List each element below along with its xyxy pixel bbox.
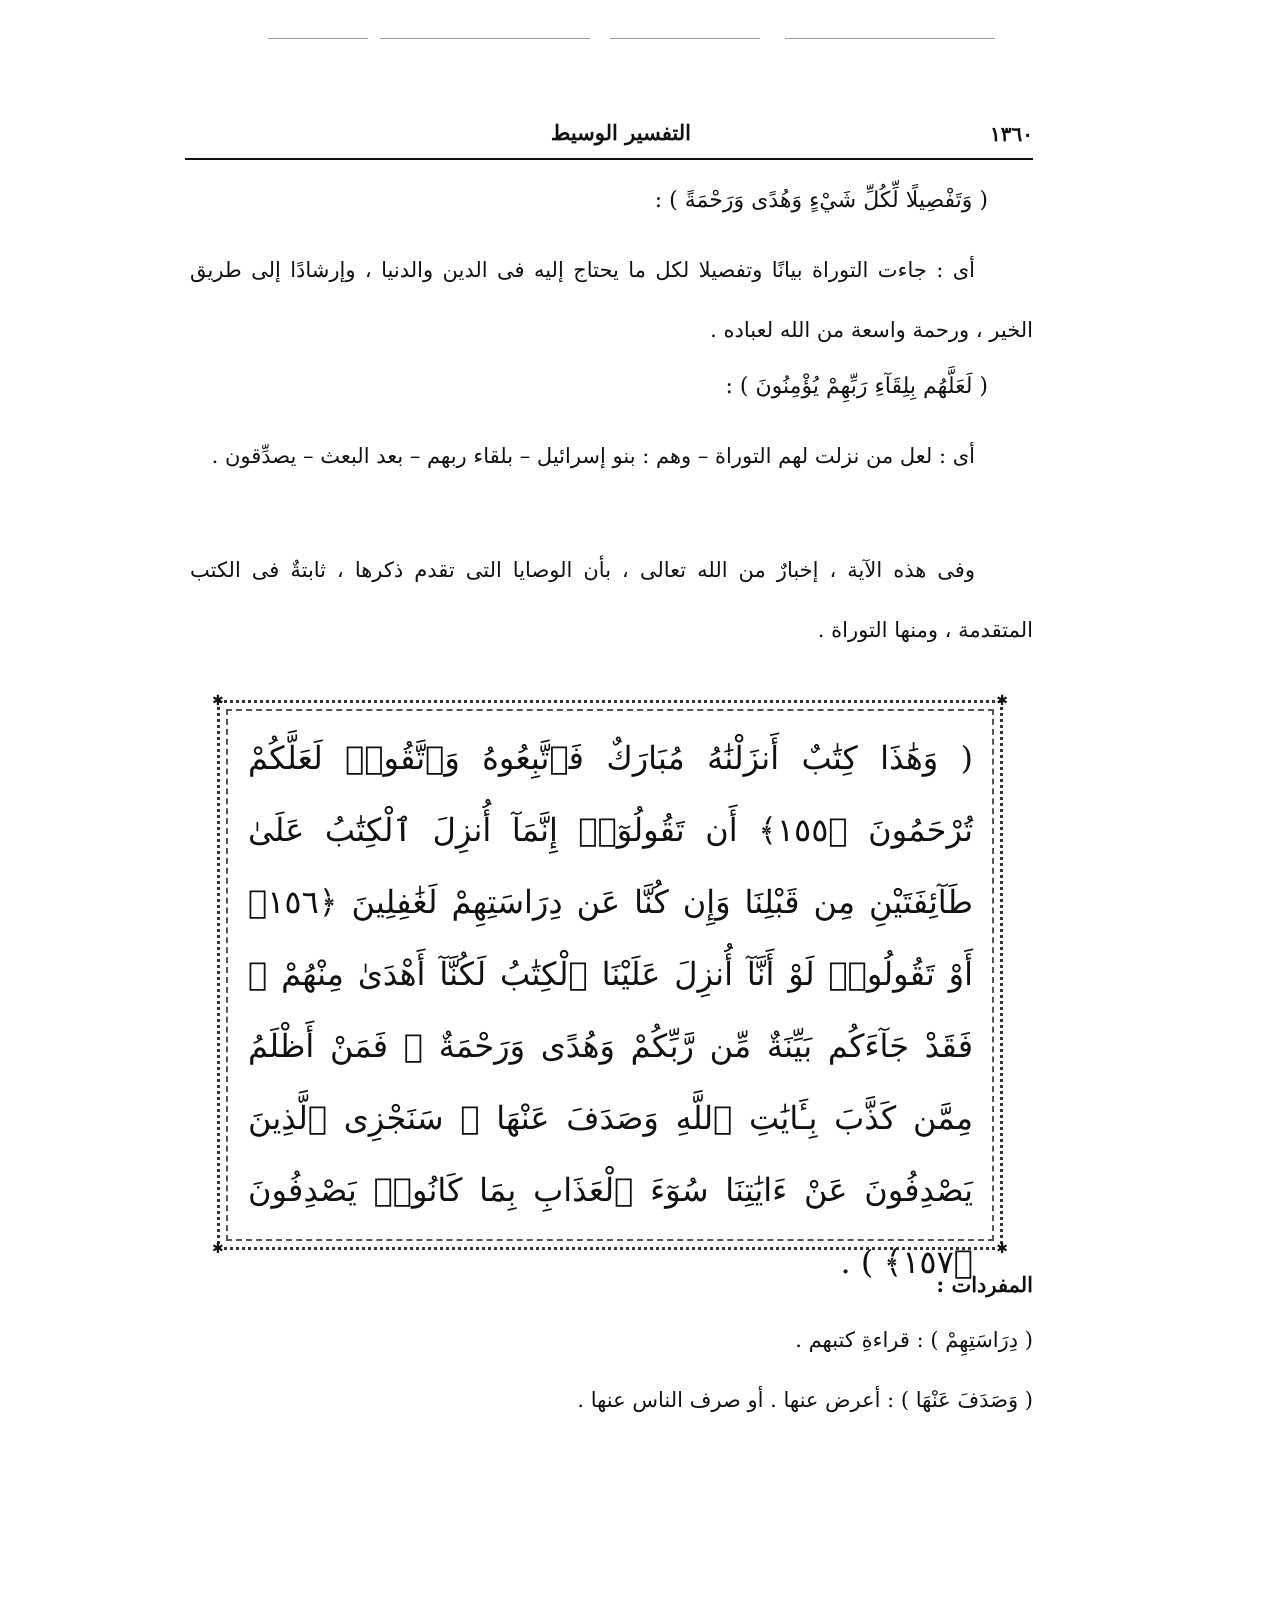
vocabulary-title: المفردات : xyxy=(936,1272,1033,1297)
corner-star-icon: ✱ xyxy=(996,693,1008,709)
corner-star-icon: ✱ xyxy=(212,693,224,709)
commentary-text xyxy=(190,0,1033,680)
commentary-paragraph: أى : لعل من نزلت لهم التوراة – وهم : بنو إسرائيل – بلقاء ربهم – بعد البعث – يصدِّقون . xyxy=(211,444,975,468)
corner-star-icon: ✱ xyxy=(212,1241,224,1257)
corner-star-icon: ✱ xyxy=(996,1241,1008,1257)
book-title: التفسير الوسيط xyxy=(550,120,691,145)
commentary-paragraph: أى : جاءت التوراة بيانًا وتفصيلا لكل ما يحتاج إليه فى الدين والدنيا ، وإرشادًا إلى طريق الخير ، ورحمة واسعة من الله لعباده . xyxy=(190,258,1033,342)
vocabulary-entry: ( دِرَاسَتِهِمْ ) : قراءةِ كتبهم . xyxy=(795,1328,1033,1352)
page-number: ١٣٦٠ xyxy=(990,122,1033,146)
quran-passage: ( وَهَٰذَا كِتَٰبٌ أَنزَلْنَٰهُ مُبَارَكٌ فَٱتَّبِعُوهُ وَٱتَّقُوا۟ لَعَلَّكُمْ تُرْحَمُونَ ﴿١٥٥﴾ أَن تَقُولُوٓا۟ إِنَّمَآ أُنزِلَ ٱلْكِتَٰبُ عَلَىٰ طَآئِفَتَيْنِ مِن قَبْلِنَا وَإِن كُنَّا عَن دِرَاسَتِهِمْ لَغَٰفِلِينَ ﴿١٥٦﴾ أَوْ تَقُولُوا۟ لَوْ أَنَّآ أُنزِلَ عَلَيْنَا ٱلْكِتَٰبُ لَكُنَّآ أَهْدَىٰ مِنْهُمْ ۚ فَقَدْ جَآءَكُم بَيِّنَةٌ مِّن رَّبِّكُمْ وَهُدًى وَرَحْمَةٌ ۚ فَمَنْ أَظْلَمُ مِمَّن كَذَّبَ بِـَٔايَٰتِ ٱللَّهِ وَصَدَفَ عَنْهَا ۗ سَنَجْزِى ٱلَّذِينَ يَصْدِفُونَ عَنْ ءَايَٰتِنَا سُوٓءَ ٱلْعَذَابِ بِمَا كَانُوا۟ يَصْدِفُونَ ﴿١٥٧﴾ ) . xyxy=(248,739,974,1281)
closing-paragraph: وفى هذه الآية ، إخبارٌ من الله تعالى ، بأن الوصايا التى تقدم ذكرها ، ثابتةٌ فى الكتب المتقدمة ، ومنها التوراة . xyxy=(190,558,1033,642)
vocabulary-entry: ( وَصَدَفَ عَنْهَا ) : أعرض عنها . أو صرف الناس عنها . xyxy=(577,1388,1033,1412)
verse-heading: ( لَعَلَّهُم بِلِقَآءِ رَبِّهِمْ يُؤْمِنُونَ ) : xyxy=(725,374,988,399)
verse-heading: ( وَتَفْصِيلًا لِّكُلِّ شَيْءٍ وَهُدًى وَرَحْمَةً ) : xyxy=(654,188,988,213)
